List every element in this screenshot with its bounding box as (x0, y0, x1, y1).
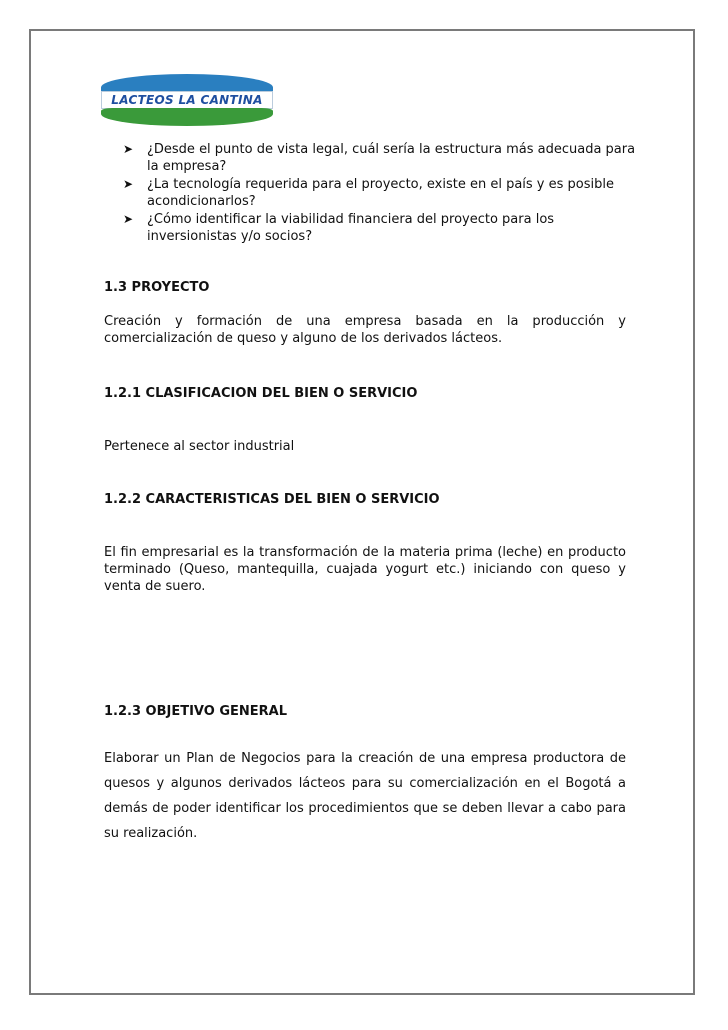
section-body-proyecto: Creación y formación de una empresa basada en la producción y comercialización de queso y alguno de los derivados lácteos. (104, 314, 626, 346)
question-text: ¿La tecnología requerida para el proyecto, existe en el país y es posible acondicionarlos? (147, 177, 614, 209)
section-body-clasificacion: Pertenece al sector industrial (104, 439, 295, 454)
company-logo (101, 74, 273, 126)
question-text: ¿Desde el punto de vista legal, cuál sería la estructura más adecuada para la empresa? (147, 142, 636, 174)
list-item (123, 176, 643, 210)
logo-green-band (101, 108, 273, 126)
section-heading-clasificacion: 1.2.1 CLASIFICACION DEL BIEN O SERVICIO (104, 386, 418, 401)
arrow-bullet-icon: ➤ (123, 142, 134, 156)
section-heading-objetivo: 1.2.3 OBJETIVO GENERAL (104, 704, 287, 719)
section-body-caracteristicas: El fin empresarial es la transformación de la materia prima (leche) en producto terminado (Queso, mantequilla, cuajada yogurt etc.) iniciando con queso y venta de suero. (104, 545, 626, 594)
arrow-bullet-icon: ➤ (123, 212, 134, 226)
question-text: ¿Cómo identificar la viabilidad financiera del proyecto para los inversionistas y/o socios? (147, 212, 555, 244)
questions-list (123, 141, 643, 246)
list-item (123, 141, 643, 175)
section-heading-proyecto: 1.3 PROYECTO (104, 280, 210, 295)
list-item (123, 211, 643, 245)
logo-text: LACTEOS LA CANTINA (111, 93, 263, 107)
arrow-bullet-icon: ➤ (123, 177, 134, 191)
section-heading-caracteristicas: 1.2.2 CARACTERISTICAS DEL BIEN O SERVICIO (104, 492, 440, 507)
section-body-objetivo: Elaborar un Plan de Negocios para la creación de una empresa productora de quesos y algunos derivados lácteos para su comercialización en el Bogotá a demás de poder identificar los procedimientos que se deben llevar a cabo para su realización. (104, 751, 626, 841)
